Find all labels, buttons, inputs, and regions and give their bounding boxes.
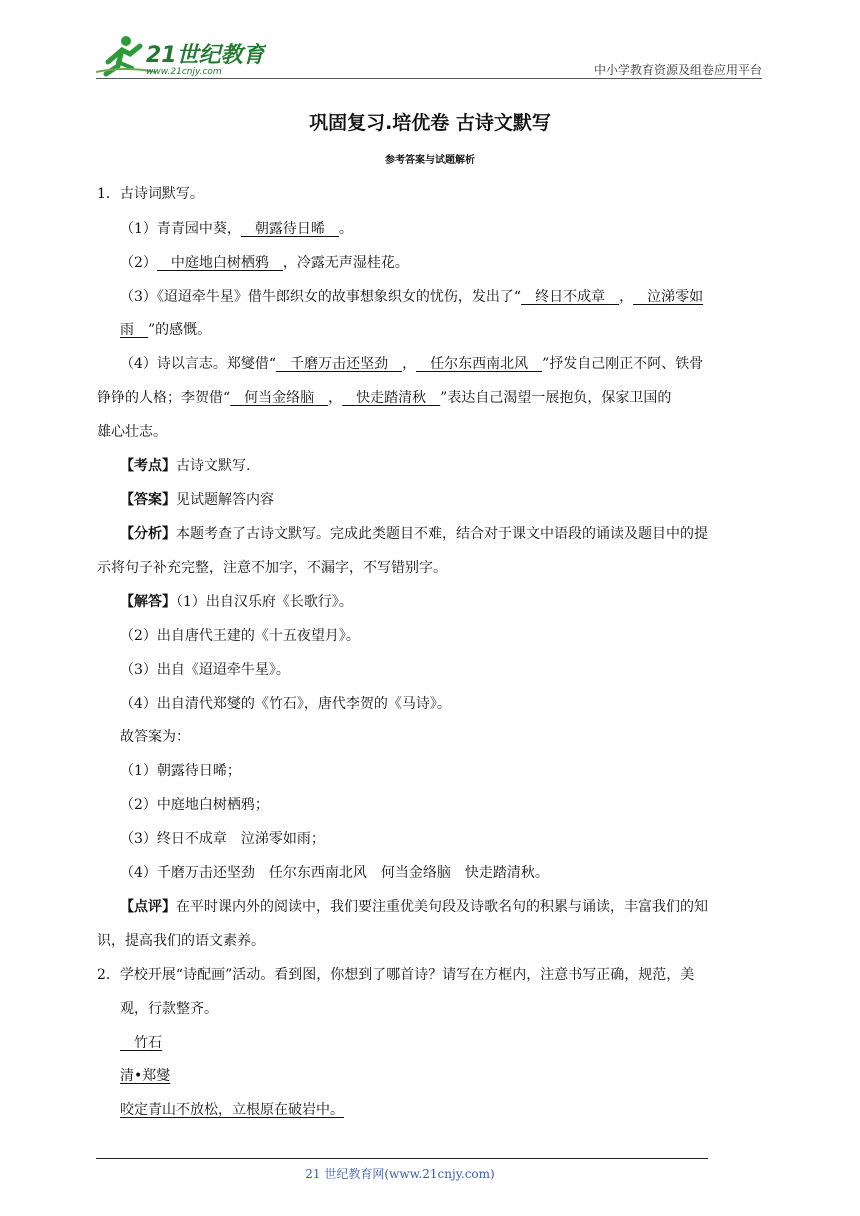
answer-blank: 朝露待日晞 — [254, 221, 325, 237]
fenxi-text-2: 示将句子补充完整，注意不加字，不漏字，不写错别字。 — [97, 560, 447, 576]
q1-stem: 1．古诗词默写。 — [97, 186, 204, 202]
guda: 故答案为： — [120, 729, 190, 745]
page-title: 巩固复习.培优卷 古诗文默写 — [309, 112, 551, 134]
dianping-tag: 【点评】 — [120, 899, 176, 915]
footer-divider — [96, 1158, 708, 1159]
q1-l1-text: （1）青青园中葵， — [120, 221, 241, 237]
q1-l4-mid: ”抒发自己刚正不阿、铁骨 — [542, 356, 704, 372]
q2-stem-1: 2．学校开展“诗配画”活动。看到图，你想到了哪首诗？请写在方框内，注意书写正确，规范，美 — [97, 967, 695, 983]
page-header — [96, 32, 762, 80]
poem-title: 竹石 — [134, 1035, 162, 1051]
q1-l4-sep2: ， — [328, 390, 343, 406]
daan-text: 见试题解答内容 — [176, 492, 274, 508]
q1-l4-text3: ”表达自己渴望一展抱负，保家卫国的 — [440, 390, 672, 406]
footer-text: 21 世纪教育网(www.21cnjy.com) — [305, 1167, 495, 1181]
answer-blank: 快走踏清秋 — [356, 390, 427, 406]
q1-l4-text2: 铮铮的人格；李贺借“ — [97, 390, 231, 406]
dianping-text-1: 在平时课内外的阅读中，我们要注重优美句段及诗歌名句的积累与诵读，丰富我们的知 — [176, 899, 708, 915]
q1-l3-end: ”的感慨。 — [148, 322, 212, 338]
answer-3: （3）终日不成章 泣涕零如雨； — [120, 831, 325, 847]
answer-blank: 终日不成章 — [535, 289, 606, 305]
page-subtitle: 参考答案与试题解析 — [385, 155, 475, 166]
answer-blank: 千磨万击还坚劲 — [290, 356, 389, 372]
kaodian — [120, 456, 250, 476]
jieda-tag: 【解答】 — [120, 594, 176, 610]
logo-text: 21世纪教育 — [146, 43, 265, 68]
platform-name: 中小学教育资源及组卷应用平台 — [593, 63, 762, 77]
q1-l3-text: （3）《迢迢牵牛星》借牛郎织女的故事想象织女的忧伤，发出了“ — [120, 289, 522, 305]
answer-blank: 中庭地白树栖鸦 — [170, 255, 269, 271]
header-divider — [96, 78, 762, 79]
poem-line-1: 咬定青山不放松，立根原在破岩中。 — [120, 1102, 344, 1118]
answer-4: （4）千磨万击还坚劲 任尔东西南北风 何当金络脑 快走踏清秋。 — [120, 865, 549, 881]
daan-tag: 【答案】 — [120, 492, 176, 508]
kaodian-tag: 【考点】 — [120, 458, 176, 474]
jieda-text-4: （4）出自清代郑燮的《竹石》，唐代李贺的《马诗》。 — [120, 696, 451, 712]
q2-stem-2: 观，行款整齐。 — [120, 1001, 218, 1017]
jieda-text-1: （1）出自汉乐府《长歌行》。 — [176, 594, 353, 610]
q1-l3-sep: ， — [619, 289, 634, 305]
answer-blank: 何当金络脑 — [244, 390, 315, 406]
logo-url: www.21cnjy.com — [146, 67, 222, 77]
fenxi — [120, 524, 708, 544]
poem-author: 清•郑燮 — [120, 1068, 171, 1084]
answer-2: （2）中庭地白树栖鸦； — [120, 797, 269, 813]
answer-blank: 雨 — [120, 322, 134, 338]
q1-line-4c: 雄心壮志。 — [97, 424, 167, 440]
fenxi-text-1: 本题考查了古诗文默写。完成此类题目不难，结合对于课文中语段的诵读及题目中的提 — [176, 526, 708, 542]
q1-l1-end: 。 — [338, 221, 353, 237]
jieda-text-2: （2）出自唐代王建的《十五夜望月》。 — [120, 628, 360, 644]
logo — [96, 32, 266, 78]
q1-line-1 — [120, 219, 353, 239]
answer-blank: 泣涕零如 — [647, 289, 704, 305]
answer-blank: 任尔东西南北风 — [430, 356, 529, 372]
q1-l4-text: （4）诗以言志。郑燮借“ — [120, 356, 277, 372]
q1-l4-sep: ， — [402, 356, 417, 372]
q1-line-4 — [120, 354, 703, 374]
kaodian-text: 古诗文默写. — [176, 458, 251, 474]
q1-line-4b — [97, 388, 671, 408]
q1-line-3 — [120, 287, 703, 307]
jieda — [120, 592, 353, 612]
q1-l2-end: ，冷露无声湿桂花。 — [282, 255, 409, 271]
answer-1: （1）朝露待日晞； — [120, 763, 241, 779]
daan — [120, 490, 274, 510]
jieda-text-3: （3）出自《迢迢牵牛星》。 — [120, 662, 290, 678]
q1-l2-text: （2） — [120, 255, 157, 271]
q1-line-3b — [120, 320, 211, 340]
q1-line-2 — [120, 253, 409, 273]
fenxi-tag: 【分析】 — [120, 526, 176, 542]
dianping-text-2: 识，提高我们的语文素养。 — [97, 933, 265, 949]
dianping — [120, 897, 708, 917]
